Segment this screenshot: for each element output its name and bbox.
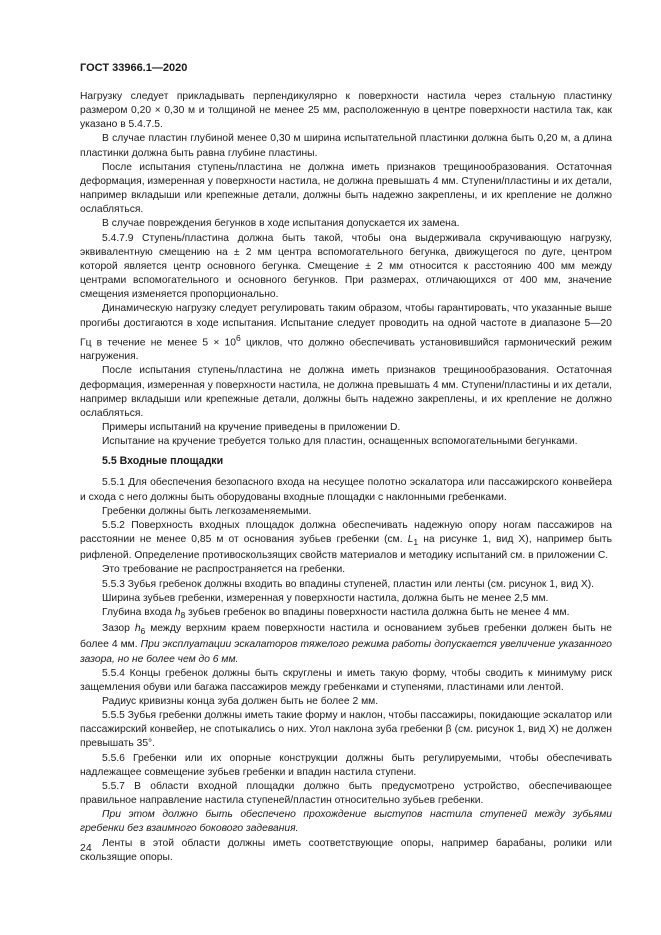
paragraph: 5.4.7.9 Ступень/пластина должна быть такой, чтобы она выдерживала скручивающую нагрузку, эквивалентную смещению на ± 2 мм центра вспомогательного бегунка, движущегося по дуге, центром которой является центр основного бегунка. Смещение ± 2 мм относится к расстоянию 400 мм между центрами вспомогательного и основного бегунков. При размерах, отличающихся от 400 мм, значение смещения изменяется пропорционально. bbox=[80, 232, 612, 301]
page-body bbox=[80, 90, 612, 865]
paragraph: В случае повреждения бегунков в ходе испытания допускается их замена. bbox=[102, 218, 460, 230]
subscript: 1 bbox=[413, 537, 419, 548]
paragraph: Примеры испытаний на кручение приведены в приложении D. bbox=[102, 422, 401, 434]
subscript: 6 bbox=[140, 626, 146, 637]
paragraph: Нагрузку следует прикладывать перпендикулярно к поверхности настила через стальную пластинку размером 0,20 × 0,30 м и толщиной не менее 25 мм, расположенную в центре поверхности настила так, как указано в 5.4.7.5. bbox=[80, 91, 612, 131]
text-run: Глубина входа bbox=[102, 606, 175, 618]
text-run: циклов, что должно обеспечивать установившийся гармонический режим нагружения. bbox=[80, 337, 612, 363]
paragraph: После испытания ступень/пластина не должна иметь признаков трещинообразования. Остаточная деформация, измеренная у поверхности настила, не должна превышать 4 мм. Ступени/пластины и их детали, например вкладыши или крепежные детали, должны быть надежно закреплены, и их крепление не должно ослабляться. bbox=[80, 161, 612, 216]
paragraph: Ширина зубьев гребенки, измеренная у поверхности настила, должна быть не менее 2,5 мм. bbox=[102, 592, 549, 604]
paragraph-depth bbox=[80, 606, 612, 622]
paragraph: После испытания ступень/пластина не должна иметь признаков трещинообразования. Остаточная деформация, измеренная у поверхности настила, не должна превышать 4 мм. Ступени/пластины и их детали, например вкладыши или крепежные детали, должны быть надежно закреплены, и их крепление не должно ослабляться. bbox=[80, 365, 612, 419]
section-heading: 5.5 Входные площадки bbox=[102, 455, 224, 468]
text-run: Динамическую нагрузку следует регулировать таким образом, чтобы гарантировать, что указанные выше прогибы достигаются в ходе испытания. Испытание следует проводить на одной частоте в диапазоне 5—20 Гц в течение не менее 5 × 10 bbox=[80, 303, 612, 349]
text-run: на рисунке 1, вид X), например быть рифленой. Определение противоскользящих свойств материалов и методику испытаний см. в приложении C. bbox=[80, 534, 613, 562]
paragraph: Это требование не распространяется на гребенки. bbox=[102, 564, 346, 576]
text-run: 5.5.2 Поверхность входных площадок должна обеспечивать надежную опору ногам пассажиров на расстоянии не менее 0,85 м от основания зубьев гребенки (см. bbox=[80, 519, 612, 546]
paragraph: 5.5.3 Зубья гребенок должны входить во впадины ступеней, пластин или ленты (см. рисунок 1, вид X). bbox=[102, 578, 594, 590]
document-header: ГОСТ 33966.1—2020 bbox=[80, 62, 188, 74]
text-run: Зазор bbox=[102, 623, 135, 635]
variable: L bbox=[407, 534, 414, 546]
text-run: между верхним краем поверхности настила и основанием зубьев гребенки должен быть не более 4 мм. bbox=[80, 623, 612, 651]
paragraph-dynamic-load bbox=[80, 302, 612, 364]
paragraph: 5.5.1 Для обеспечения безопасного входа на несущее полотно эскалатора или пассажирского конвейера и схода с него должны быть оборудованы входные площадки с наклонными гребенками. bbox=[80, 477, 612, 503]
paragraph-gap bbox=[80, 622, 612, 667]
italic-text: При эксплуатации эскалаторов тяжелого режима работы допускается увеличение указанного зазора, но не более чем до 6 мм. bbox=[80, 639, 612, 665]
page-number: 24 bbox=[80, 842, 92, 854]
subscript: 8 bbox=[180, 609, 186, 620]
paragraph: В случае пластин глубиной менее 0,30 м ширина испытательной пластинки должна быть 0,20 м, а длина пластинки должна быть равна глубине пластины. bbox=[80, 133, 612, 159]
paragraph: Радиус кривизны конца зуба должен быть не более 2 мм. bbox=[102, 695, 379, 707]
paragraph: 5.5.7 В области входной площадки должно быть предусмотрено устройство, обеспечивающее правильное направление настила ступеней/пластин относительно зубьев гребенки. bbox=[80, 780, 612, 807]
paragraph: 5.5.5 Зубья гребенки должны иметь такие форму и наклон, чтобы пассажиры, покидающие эскалатор или пассажирский конвейер, не спотыкались о них. Угол наклона зуба гребенки β (см. рисунок 1, вид X) не должен превышать 35°. bbox=[80, 710, 612, 750]
paragraph: Испытание на кручение требуется только для пластин, оснащенных вспомогательными бегунками. bbox=[102, 436, 578, 448]
paragraph-5-5-2 bbox=[80, 519, 612, 564]
italic-note: При этом должно быть обеспечено прохождение выступов настила ступеней между зубьями гребенки без взаимного бокового задевания. bbox=[80, 809, 612, 835]
text-run: зубьев гребенок во впадины поверхности настила должна быть не менее 4 мм. bbox=[185, 606, 570, 618]
paragraph: Гребенки должны быть легкозаменяемыми. bbox=[102, 505, 312, 517]
paragraph: Ленты в этой области должны иметь соответствующие опоры, например барабаны, ролики или скользящие опоры. bbox=[80, 837, 612, 863]
paragraph: 5.5.6 Гребенки или их опорные конструкции должны быть регулируемыми, чтобы обеспечивать надлежащее совмещение зубьев гребенки и впадин настила ступени. bbox=[80, 752, 612, 778]
paragraph: 5.5.4 Концы гребенок должны быть скруглены и иметь такую форму, чтобы сводить к минимуму риск защемления обуви или багажа пассажиров между гребенками и ступенями, пластинами или лентой. bbox=[80, 667, 612, 693]
variable: h bbox=[174, 606, 181, 618]
superscript: 6 bbox=[235, 332, 241, 343]
variable: h bbox=[134, 623, 141, 635]
